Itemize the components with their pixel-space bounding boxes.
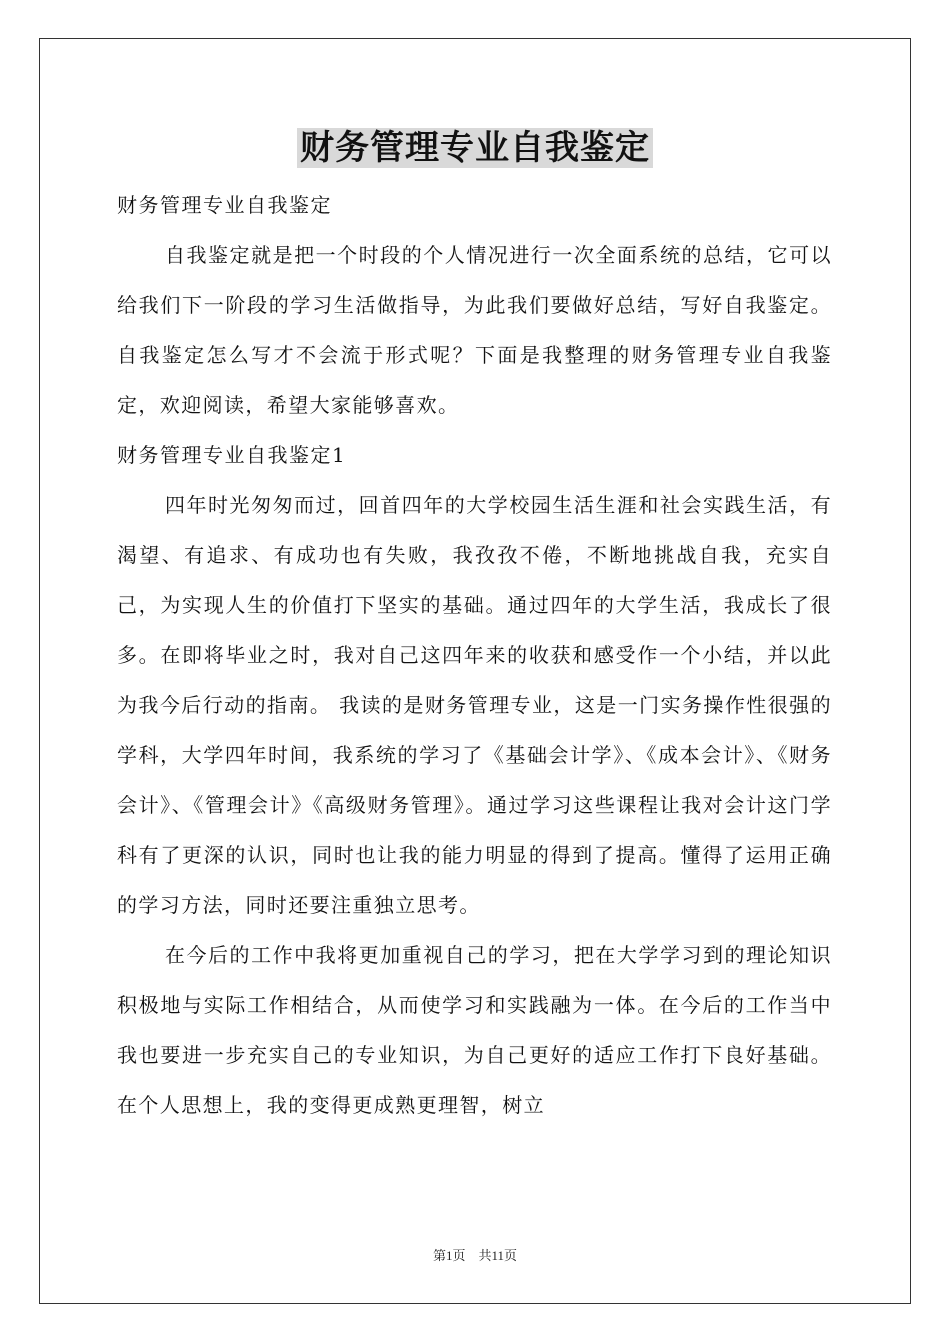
paragraph-intro: 自我鉴定就是把一个时段的个人情况进行一次全面系统的总结，它可以给我们下一阶段的学习生活做指导，为此我们要做好总结，写好自我鉴定。自我鉴定怎么写才不会流于形式呢？下面是我整理的财务管理专业自我鉴定，欢迎阅读，希望大家能够喜欢。 [117,243,832,417]
paragraph-1: 四年时光匆匆而过，回首四年的大学校园生活生涯和社会实践生活，有渴望、有追求、有成功也有失败，我孜孜不倦，不断地挑战自我，充实自己，为实现人生的价值打下坚实的基础。通过四年的大学生活，我成长了很多。在即将毕业之时，我对自己这四年来的收获和感受作一个小结，并以此为我今后行动的指南。 我读的是财务管理专业，这是一门实务操作性很强的学科，大学四年时间，我系统的学习了《基础会计学》、《成本会计》、《财务会计》、《管理会计》《高级财务管理》。通过学习这些课程让我对会计这门学科有了更深的认识，同时也让我的能力明显的得到了提高。懂得了运用正确的学习方法，同时还要注重独立思考。 [117,493,832,917]
document-title-text: 财务管理专业自我鉴定 [297,128,653,168]
document-title [0,124,950,172]
document-body [117,180,832,1130]
section-heading-intro: 财务管理专业自我鉴定 [117,193,332,217]
section-heading-1: 财务管理专业自我鉴定1 [117,443,347,467]
paragraph-2: 在今后的工作中我将更加重视自己的学习，把在大学学习到的理论知识积极地与实际工作相结合，从而使学习和实践融为一体。在今后的工作当中我也要进一步充实自己的专业知识，为自己更好的适应工作打下良好基础。 在个人思想上，我的变得更成熟更理智，树立 [117,943,832,1117]
page-footer [0,1247,950,1265]
page-number-label: 第1页 共11页 [432,1248,518,1263]
